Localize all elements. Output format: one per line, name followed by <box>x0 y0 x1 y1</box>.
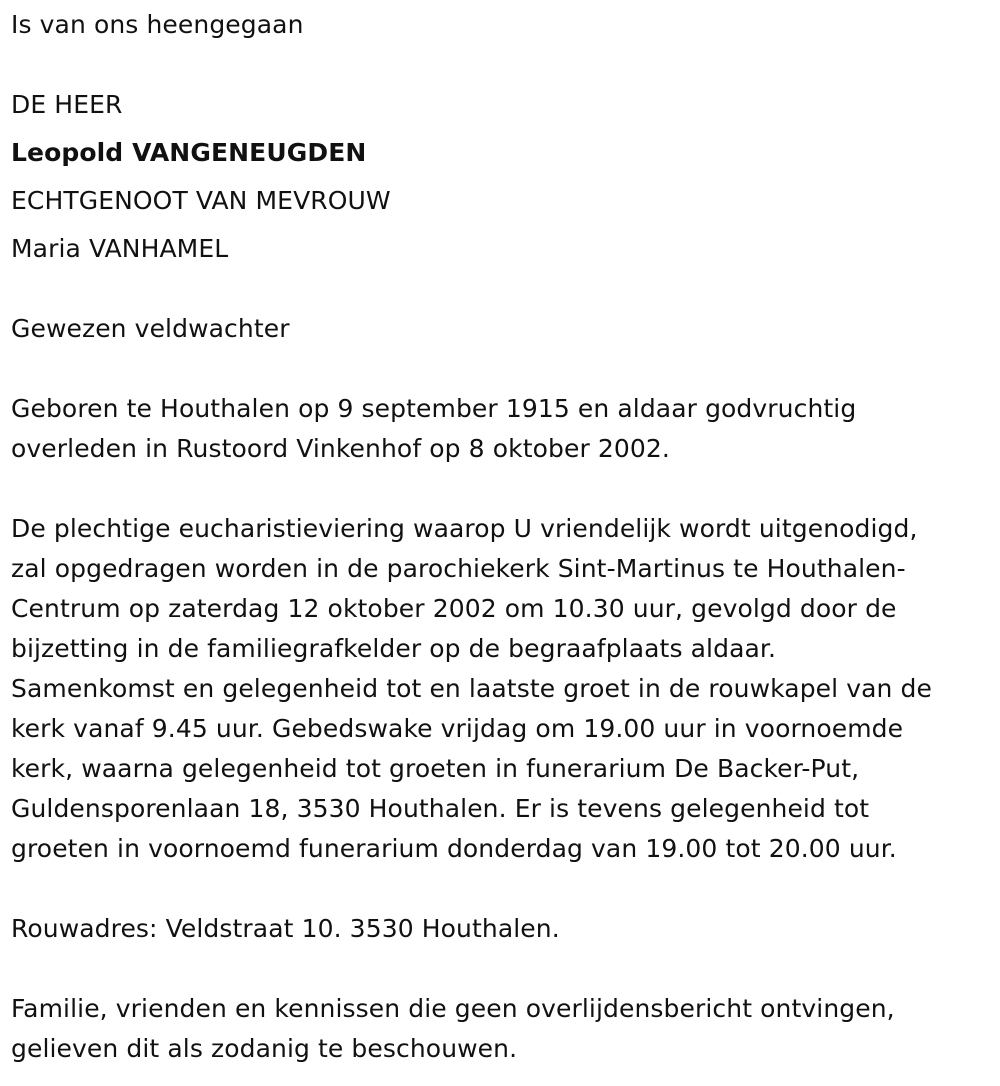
occupation: Gewezen veldwachter <box>11 314 290 343</box>
birth-death-line: Geboren te Houthalen op 9 september 1915 en aldaar godvruchtig <box>11 394 857 423</box>
closing-line: gelieven dit als zodanig te beschouwen. <box>11 1034 518 1063</box>
ceremony-line: kerk, waarna gelegenheid tot groeten in funerarium De Backer-Put, <box>11 754 860 783</box>
deceased-name: Leopold VANGENEUGDEN <box>11 138 367 167</box>
ceremony-line: kerk vanaf 9.45 uur. Gebedswake vrijdag om 19.00 uur in voornoemde <box>11 714 904 743</box>
ceremony-line: zal opgedragen worden in de parochiekerk Sint-Martinus te Houthalen- <box>11 554 906 583</box>
ceremony-line: Guldensporenlaan 18, 3530 Houthalen. Er is tevens gelegenheid tot <box>11 794 870 823</box>
ceremony-line: De plechtige eucharistieviering waarop U vriendelijk wordt uitgenodigd, <box>11 514 918 543</box>
birth-death-line: overleden in Rustoord Vinkenhof op 8 oktober 2002. <box>11 434 670 463</box>
mourning-address: Rouwadres: Veldstraat 10. 3530 Houthalen. <box>11 914 560 943</box>
ceremony-line: Centrum op zaterdag 12 oktober 2002 om 10.30 uur, gevolgd door de <box>11 594 897 623</box>
ceremony-line: bijzetting in de familiegrafkelder op de begraafplaats aldaar. <box>11 634 777 663</box>
spouse-label: ECHTGENOOT VAN MEVROUW <box>11 186 391 215</box>
salutation: DE HEER <box>11 90 123 119</box>
spouse-name: Maria VANHAMEL <box>11 234 229 263</box>
closing-line: Familie, vrienden en kennissen die geen overlijdensbericht ontvingen, <box>11 994 895 1023</box>
ceremony-line: Samenkomst en gelegenheid tot en laatste groet in de rouwkapel van de <box>11 674 932 703</box>
intro-text: Is van ons heengegaan <box>11 10 304 39</box>
ceremony-line: groeten in voornoemd funerarium donderdag van 19.00 tot 20.00 uur. <box>11 834 897 863</box>
